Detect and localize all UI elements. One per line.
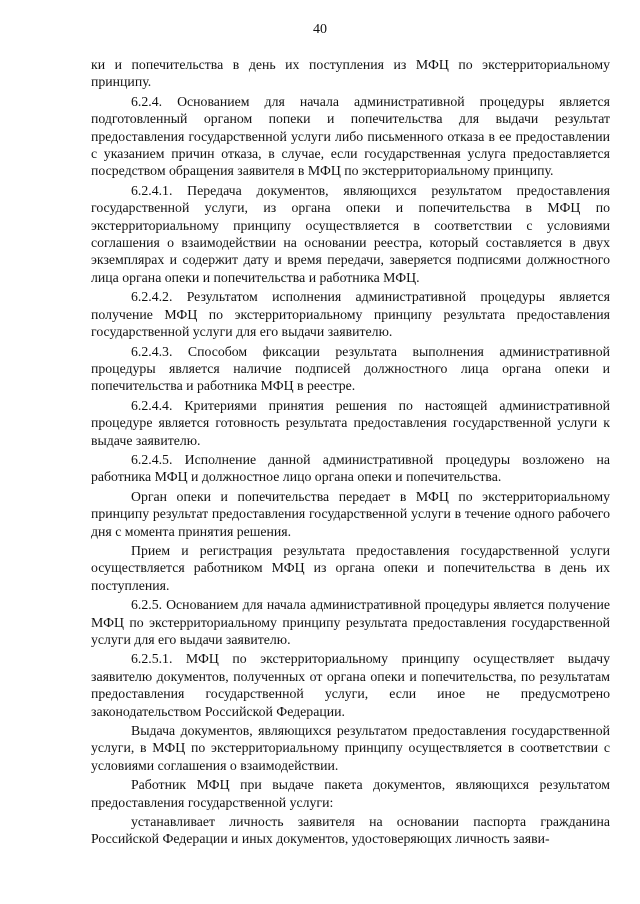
paragraph: 6.2.4. Основанием для начала административной процедуры является подготовленный органом попеки и попечительства для выдачи результат предоставления государственной услуги либо письменного отказа в ее предоставлении с указанием причин отказа, в случае, если государственная услуга предоставляется посредством обращения заявителя в МФЦ по экстерриториальному принципу. (91, 93, 610, 179)
paragraph: 6.2.4.5. Исполнение данной административной процедуры возложено на работника МФЦ и должностное лицо органа опеки и попечительства. (91, 451, 610, 485)
page-number: 40 (313, 22, 327, 37)
paragraph: 6.2.4.4. Критериями принятия решения по настоящей административной процедуре является готовность результата предоставления государственной услуги к выдаче заявителю. (91, 397, 610, 448)
paragraph: ки и попечительства в день их поступления из МФЦ по экстерриториальному принципу. (91, 57, 610, 90)
paragraph: Работник МФЦ при выдаче пакета документов, являющихся результатом предоставления государственной услуги: (91, 777, 610, 810)
paragraph: 6.2.5. Основанием для начала административной процедуры является получение МФЦ по экстерриториальному принципу результата предоставления государственной услуги для его выдачи заявителю. (91, 597, 610, 647)
paragraph: 6.2.5.1. МФЦ по экстерриториальному принципу осуществляет выдачу заявителю документов, полученных от органа опеки и попечительства, по результатам предоставления государственной услуги, если иное не предусмотрено законодательством Российской Федерации. (91, 651, 610, 719)
paragraph: Орган опеки и попечительства передает в МФЦ по экстерриториальному принципу результат предоставления государственной услуги в течение одного рабочего дня с момента принятия решения. (91, 488, 610, 539)
paragraph: Прием и регистрация результата предоставления государственной услуги осуществляется работником МФЦ из органа опеки и попечительства в день их поступления. (91, 542, 610, 593)
document-body (91, 56, 610, 848)
paragraph: устанавливает личность заявителя на основании паспорта гражданина Российской Федерации и иных документов, удостоверяющих личность заяви- (91, 814, 610, 847)
paragraph: 6.2.4.2. Результатом исполнения административной процедуры является получение МФЦ по экстерриториальному принципу результата предоставления государственной услуги для его выдачи заявителю. (91, 289, 610, 340)
paragraph: 6.2.4.3. Способом фиксации результата выполнения административной процедуры является наличие подписей должностного лица органа опеки и попечительства и работника МФЦ в реестре. (91, 343, 610, 394)
paragraph: 6.2.4.1. Передача документов, являющихся результатом предоставления государственной услуги, из органа опеки и попечительства в МФЦ по экстерриториальному принципу осуществляется в соответствии с условиями соглашения о взаимодействии на основании реестра, который составляется в двух экземплярах и содержит дату и время передачи, заверяется подписями должностного лица органа опеки и попечительства и работника МФЦ. (91, 182, 610, 285)
paragraph: Выдача документов, являющихся результатом предоставления государственной услуги, в МФЦ по экстерриториальному принципу осуществляется в соответствии с условиями соглашения о взаимодействии. (91, 723, 610, 773)
